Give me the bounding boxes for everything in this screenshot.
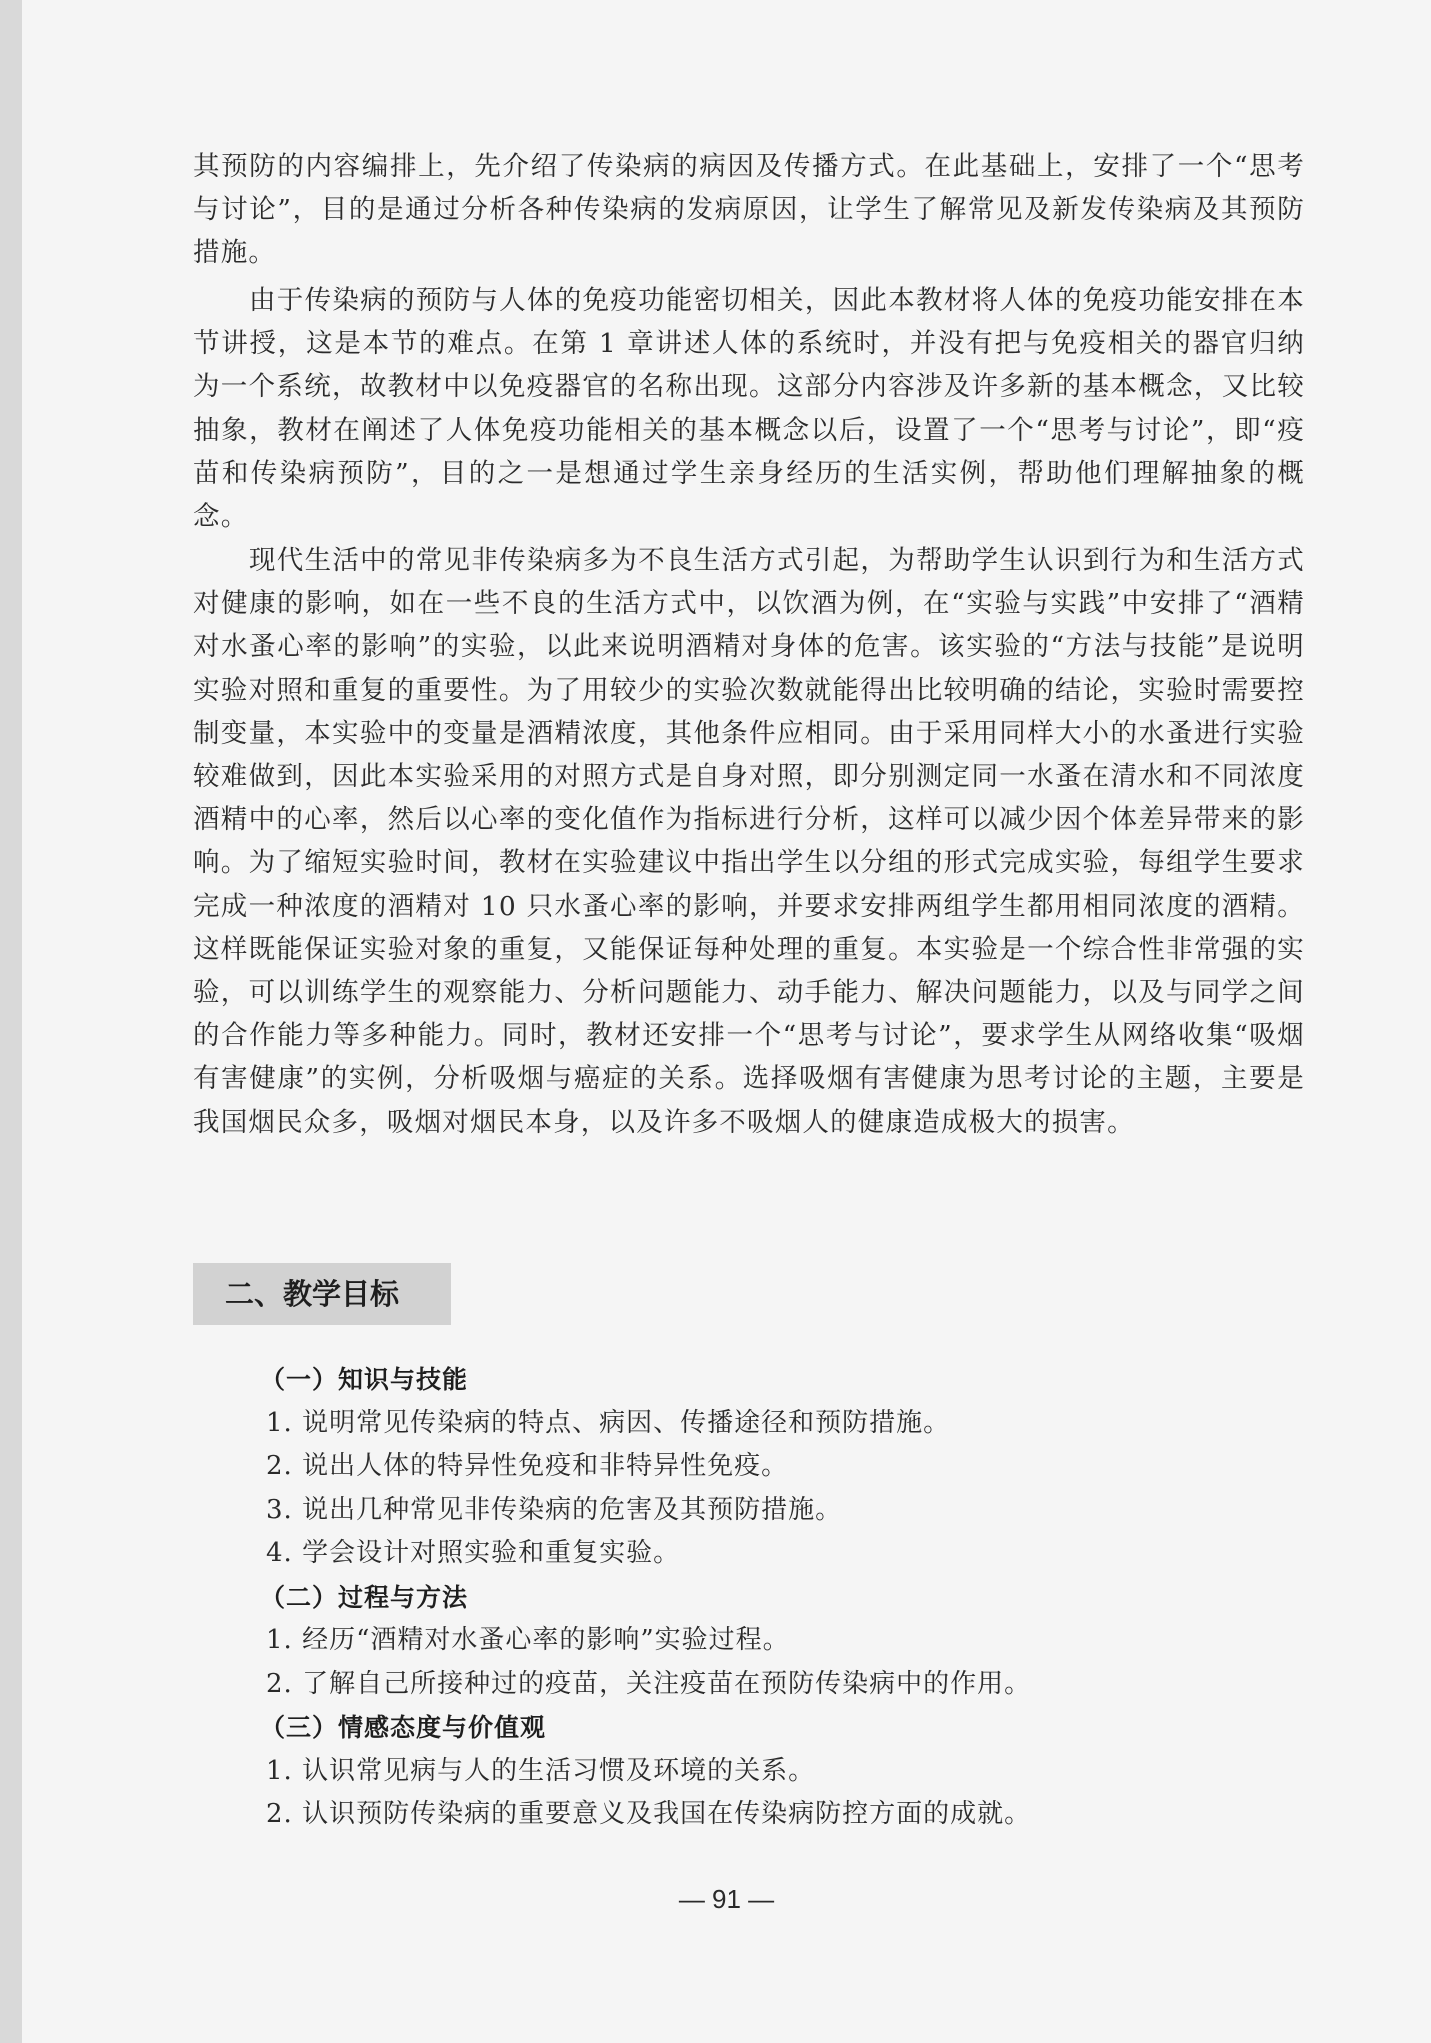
subheading-process-methods: （二）过程与方法	[260, 1582, 469, 1612]
goal-item: 2. 了解自己所接种过的疫苗，关注疫苗在预防传染病中的作用。	[266, 1668, 1032, 1699]
body-paragraph-3: 现代生活中的常见非传染病多为不良生活方式引起，为帮助学生认识到行为和生活方式对健康的影响，如在一些不良的生活方式中，以饮酒为例，在“实验与实践”中安排了“酒精对水蚤心率的影响”的实验，以此来说明酒精对身体的危害。该实验的“方法与技能”是说明实验对照和重复的重要性。为了用较少的实验次数就能得出比较明确的结论，实验时需要控制变量，本实验中的变量是酒精浓度，其他条件应相同。由于采用同样大小的水蚤进行实验较难做到，因此本实验采用的对照方式是自身对照，即分别测定同一水蚤在清水和不同浓度酒精中的心率，然后以心率的变化值作为指标进行分析，这样可以减少因个体差异带来的影响。为了缩短实验时间，教材在实验建议中指出学生以分组的形式完成实验，每组学生要求完成一种浓度的酒精对 10 只水蚤心率的影响，并要求安排两组学生都用相同浓度的酒精。这样既能保证实验对象的重复，又能保证每种处理的重复。本实验是一个综合性非常强的实验，可以训练学生的观察能力、分析问题能力、动手能力、解决问题能力，以及与同学之间的合作能力等多种能力。同时，教材还安排一个“思考与讨论”，要求学生从网络收集“吸烟有害健康”的实例，分析吸烟与癌症的关系。选择吸烟有害健康为思考讨论的主题，主要是我国烟民众多，吸烟对烟民本身，以及许多不吸烟人的健康造成极大的损害。	[193, 545, 1305, 1138]
goal-item: 1. 经历“酒精对水蚤心率的影响”实验过程。	[266, 1625, 790, 1655]
teaching-goals-list	[254, 1358, 1304, 1837]
goal-item: 1. 认识常见病与人的生活习惯及环境的关系。	[266, 1755, 816, 1786]
body-paragraph-2: 由于传染病的预防与人体的免疫功能密切相关，因此本教材将人体的免疫功能安排在本节讲授，这是本节的难点。在第 1 章讲述人体的系统时，并没有把与免疫相关的器官归纳为一个系统，故教材中以免疫器官的名称出现。这部分内容涉及许多新的基本概念，又比较抽象，教材在阐述了人体免疫功能相关的基本概念以后，设置了一个“思考与讨论”，即“疫苗和传染病预防”，目的之一是想通过学生亲身经历的生活实例，帮助他们理解抽象的概念。	[193, 285, 1305, 533]
body-paragraph-1: 其预防的内容编排上，先介绍了传染病的病因及传播方式。在此基础上，安排了一个“思考与讨论”，目的是通过分析各种传染病的发病原因，让学生了解常见及新发传染病及其预防措施。	[193, 151, 1305, 269]
subheading-attitude-values: （三）情感态度与价值观	[260, 1713, 547, 1742]
goal-item: 3. 说出几种常见非传染病的危害及其预防措施。	[266, 1494, 843, 1525]
goal-item: 1. 说明常见传染病的特点、病因、传播途径和预防措施。	[266, 1407, 951, 1438]
goal-item: 4. 学会设计对照实验和重复实验。	[266, 1538, 681, 1568]
document-page	[22, 0, 1431, 2043]
goal-item: 2. 说出人体的特异性免疫和非特异性免疫。	[266, 1451, 789, 1481]
section-heading-teaching-goals: 二、教学目标	[193, 1263, 451, 1325]
subheading-knowledge-skills: （一）知识与技能	[260, 1365, 469, 1394]
goal-item: 2. 认识预防传染病的重要意义及我国在传染病防控方面的成就。	[266, 1799, 1032, 1829]
page-number: — 91 —	[678, 1884, 775, 1914]
